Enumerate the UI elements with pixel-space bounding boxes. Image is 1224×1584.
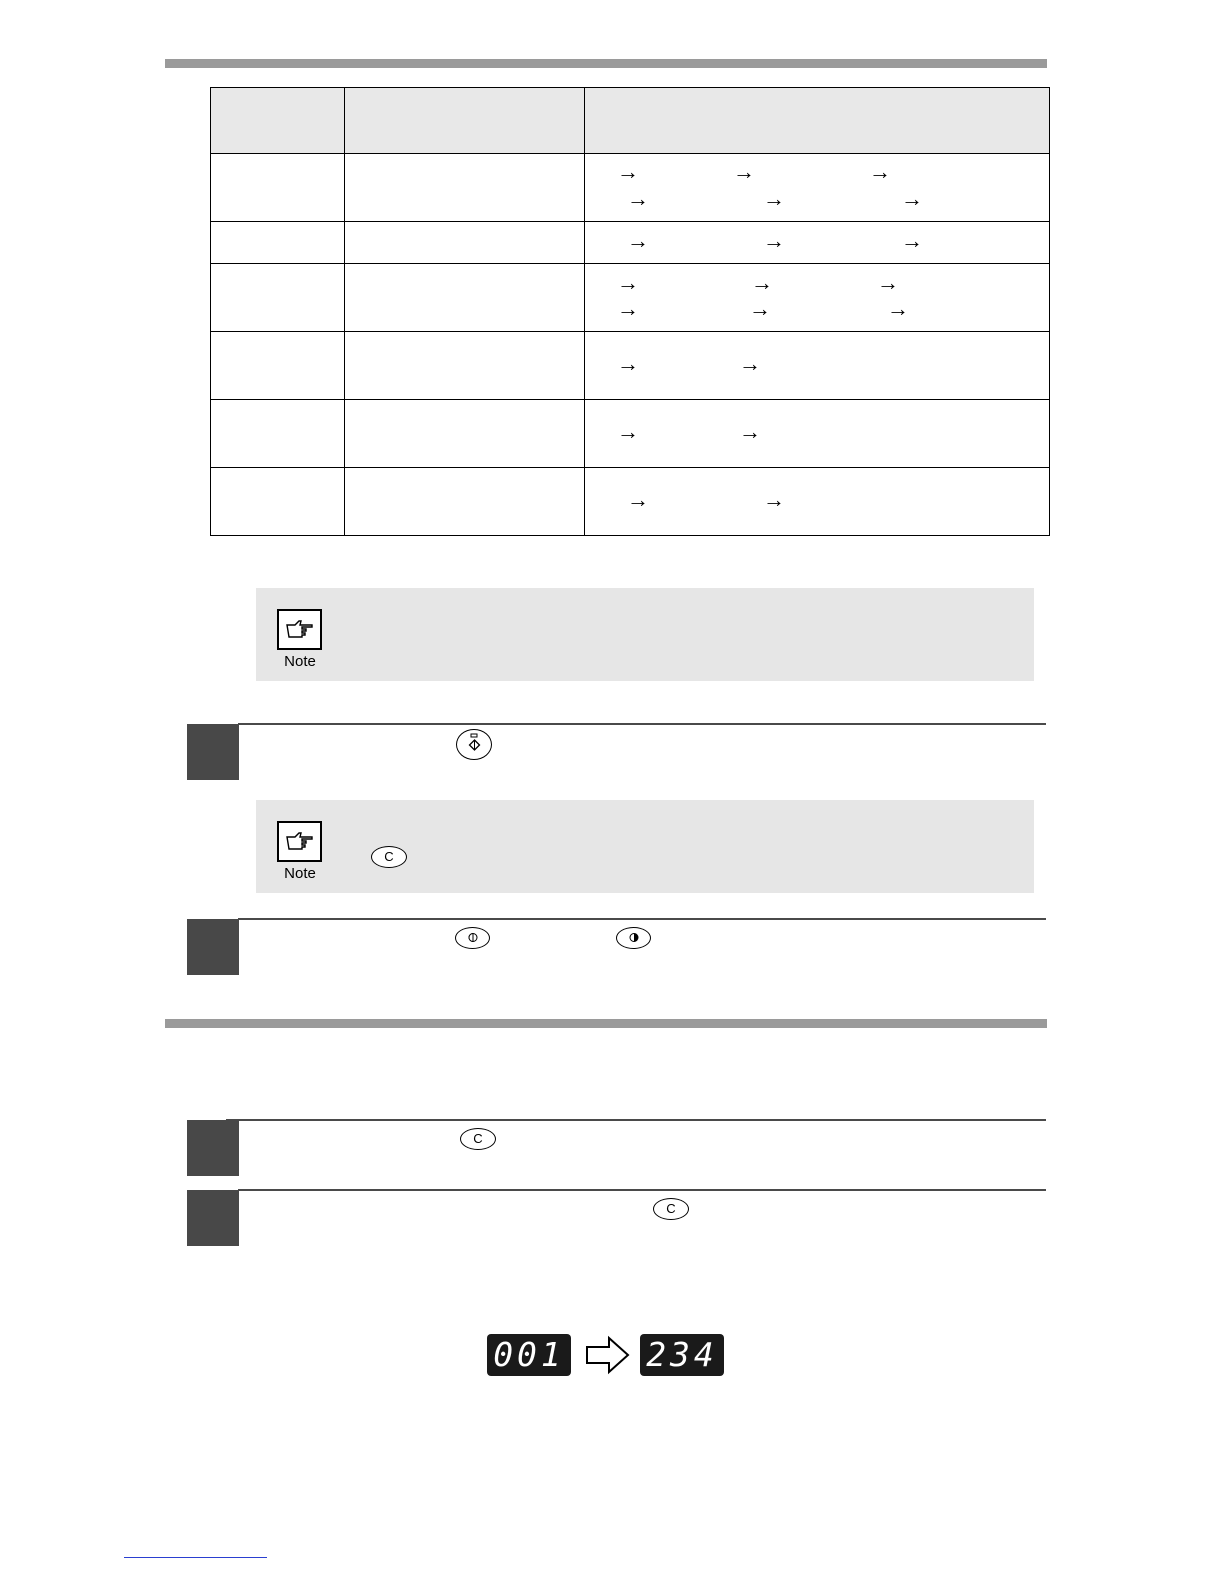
footer-link[interactable] xyxy=(124,1557,267,1558)
arrow-icon: → xyxy=(763,486,785,512)
table-header-cell xyxy=(211,88,345,154)
note-panel xyxy=(256,800,1034,893)
table-cell xyxy=(345,468,585,536)
arrow-icon: → xyxy=(877,269,899,295)
note-panel xyxy=(256,588,1034,681)
step-number-box xyxy=(187,1120,239,1176)
step-divider xyxy=(226,1119,1046,1121)
step-divider xyxy=(238,918,1046,920)
table-cell xyxy=(211,332,345,400)
step-number-box xyxy=(187,724,239,780)
arrow-icon: → xyxy=(749,295,771,321)
table-cell xyxy=(345,400,585,468)
clear-key-icon: C xyxy=(653,1198,689,1220)
arrow-icon: → xyxy=(617,350,639,376)
arrow-icon: → xyxy=(901,227,923,253)
table-row xyxy=(211,222,1050,264)
arrow-icon: → xyxy=(869,158,891,184)
arrow-icon: → xyxy=(763,185,785,211)
table-cell xyxy=(211,154,345,222)
clear-key-icon: C xyxy=(371,846,407,868)
table-row xyxy=(211,264,1050,332)
counter-display-after: 234 xyxy=(640,1334,724,1376)
table-cell xyxy=(585,400,1050,468)
table-cell xyxy=(585,332,1050,400)
table-row xyxy=(211,332,1050,400)
table-header-cell xyxy=(585,88,1050,154)
arrow-icon: → xyxy=(627,486,649,512)
arrow-icon: → xyxy=(739,350,761,376)
table-cell xyxy=(585,264,1050,332)
table-row xyxy=(211,468,1050,536)
table-row xyxy=(211,400,1050,468)
settings-table xyxy=(210,87,1050,536)
table-cell xyxy=(211,400,345,468)
note-label: Note xyxy=(284,653,316,670)
arrow-icon: → xyxy=(739,418,761,444)
arrow-icon: → xyxy=(887,295,909,321)
table-cell xyxy=(211,468,345,536)
arrow-icon: → xyxy=(617,295,639,321)
arrow-icon: → xyxy=(627,185,649,211)
step-number-box xyxy=(187,919,239,975)
table-cell xyxy=(345,222,585,264)
pointing-hand-icon xyxy=(277,821,322,862)
table-cell xyxy=(585,154,1050,222)
arrow-icon: → xyxy=(763,227,785,253)
arrow-icon: → xyxy=(617,418,639,444)
step-number-box xyxy=(187,1190,239,1246)
table-row xyxy=(211,154,1050,222)
arrow-icon: → xyxy=(617,269,639,295)
counter-display-before: 001 xyxy=(487,1334,571,1376)
section-rule xyxy=(165,1019,1047,1028)
arrow-icon: → xyxy=(733,158,755,184)
table-cell xyxy=(345,154,585,222)
dark-key-icon xyxy=(616,927,651,949)
table-cell xyxy=(585,468,1050,536)
table-cell xyxy=(211,222,345,264)
clear-key-icon: C xyxy=(460,1128,496,1150)
section-rule-top xyxy=(165,59,1047,68)
table-cell xyxy=(585,222,1050,264)
table-cell xyxy=(211,264,345,332)
step-divider xyxy=(238,723,1046,725)
start-key-icon xyxy=(456,729,492,760)
note-label: Note xyxy=(284,865,316,882)
arrow-icon: → xyxy=(617,158,639,184)
pointing-hand-icon xyxy=(277,609,322,650)
table-header-row xyxy=(211,88,1050,154)
table-cell xyxy=(345,264,585,332)
light-key-icon xyxy=(455,927,490,949)
arrow-icon: → xyxy=(901,185,923,211)
table-cell xyxy=(345,332,585,400)
arrow-right-icon xyxy=(585,1335,631,1380)
step-divider xyxy=(238,1189,1046,1191)
arrow-icon: → xyxy=(751,269,773,295)
arrow-icon: → xyxy=(627,227,649,253)
table-header-cell xyxy=(345,88,585,154)
